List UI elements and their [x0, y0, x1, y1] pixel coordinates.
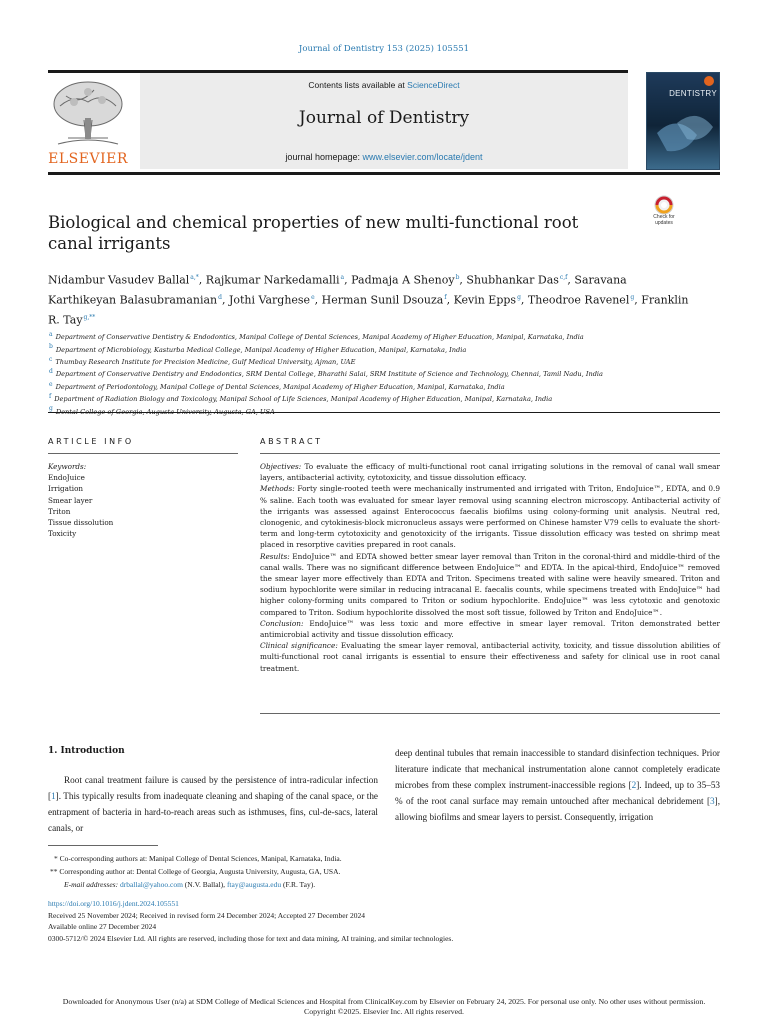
introduction-right-column	[395, 745, 720, 825]
journal-title: Journal of Dentistry	[298, 108, 470, 128]
homepage-prefix: journal homepage:	[285, 152, 363, 162]
author-name[interactable]: Shubhankar Das	[466, 273, 559, 287]
body-text: ]. Indeed, up to 35–53 % of the root canal surface may remain untouched after mechanical debridement [	[395, 780, 721, 806]
article-info-heading: ARTICLE INFO	[48, 437, 134, 446]
affiliation-text: Department of Conservative Dentistry and Endodontics, SRM Dental College, Bharathi Salai, SRM Institute of Science and Technology, Chennai, Tamil Nadu, India	[55, 370, 603, 379]
author-separator: ,	[344, 273, 352, 287]
citation-link[interactable]: 2	[631, 780, 637, 790]
body-text: Root canal treatment failure is caused by the persistence of intra-radicular infection [	[48, 775, 378, 801]
contents-line	[140, 80, 628, 90]
affiliation-marker: f	[49, 392, 52, 400]
affiliation-item	[48, 392, 688, 404]
email-label: E-mail addresses:	[64, 880, 119, 889]
abstract-section-label: Conclusion:	[260, 618, 304, 628]
author-name[interactable]: Saravana Karthikeyan Balasubramanian	[48, 273, 627, 307]
affiliation-rule	[48, 412, 720, 413]
email-link-ballal[interactable]: drballal@yahoo.com	[119, 880, 183, 889]
abstract-section-label: Clinical significance:	[260, 641, 338, 651]
affiliation-item	[48, 342, 688, 354]
abstract-body	[260, 461, 720, 674]
keyword-item[interactable]: EndoJuice	[48, 473, 85, 483]
publisher-name[interactable]: ELSEVIER	[48, 151, 128, 167]
author-name[interactable]: Franklin R. Tay	[48, 293, 689, 327]
affiliation-text: Department of Conservative Dentistry & Endodontics, Manipal College of Dental Sciences, Manipal Academy of Higher Education, Manipal, Karnataka, India	[55, 333, 584, 342]
email-line	[48, 878, 688, 891]
affiliation-marker: c	[49, 355, 53, 363]
keywords-block	[48, 461, 238, 539]
email-owner-tay: (F.R. Tay).	[281, 880, 316, 889]
journal-cover-image[interactable]	[646, 72, 720, 170]
abstract-rule	[260, 453, 720, 454]
publication-details	[48, 898, 720, 944]
affiliation-item	[48, 355, 688, 367]
author-separator: ,	[314, 293, 322, 307]
body-text: ], allowing biofilms and smear layers to persist. Consequently, irrigation	[395, 796, 720, 822]
check-for-updates-label[interactable]: Check for updates	[653, 214, 675, 226]
corresponding-note-1: * Co-corresponding authors at: Manipal College of Dental Sciences, Manipal, Karnataka, India.	[54, 854, 342, 863]
received-dates: Received 25 November 2024; Received in revised form 24 December 2024; Accepted 27 December 2024	[48, 910, 365, 920]
affiliation-marker: d	[49, 368, 53, 376]
abstract-section-text: Evaluating the smear layer removal, antibacterial activity, toxicity, and tissue dissolution abilities of multi-functional root canal irrigants is essential to ensure their effectiveness and safety for clinical use in root canal treatment.	[260, 641, 720, 673]
abstract-section-label: Objectives:	[260, 462, 302, 471]
keyword-item[interactable]: Tissue dissolution	[48, 518, 114, 528]
affiliation-item	[48, 404, 688, 416]
author-name[interactable]: Rajkumar Narkedamalli	[205, 273, 340, 287]
abstract-section-label: Methods:	[260, 484, 295, 494]
affiliation-text: Department of Microbiology, Kasturba Medical College, Manipal Academy of Higher Education, Manipal, Karnataka, India	[55, 345, 467, 354]
available-online: Available online 27 December 2024	[48, 922, 157, 931]
abstract-section	[260, 483, 720, 550]
affiliation-text: Department of Radiation Biology and Toxicology, Manipal School of Life Sciences, Manipal Academy of Higher Education, Manipal, Karnataka, India	[54, 395, 553, 404]
author-affiliation-marker[interactable]: f	[444, 294, 447, 302]
email-owner-ballal: (N.V. Ballal),	[182, 880, 227, 889]
abstract-section	[260, 461, 720, 483]
footnotes	[48, 852, 688, 891]
abstract-heading: ABSTRACT	[260, 437, 323, 446]
author-affiliation-marker[interactable]: a	[340, 274, 345, 281]
affiliation-marker: e	[49, 380, 53, 388]
keyword-item[interactable]: Toxicity	[48, 529, 77, 539]
copyright-line: 0300-5712/© 2024 Elsevier Ltd. All rights are reserved, including those for text and data mining, AI training, and similar technologies.	[48, 933, 454, 943]
author-name[interactable]: Padmaja A Shenoy	[351, 273, 455, 287]
keyword-list	[48, 472, 238, 539]
author-affiliation-marker[interactable]: c,f	[559, 274, 568, 281]
author-separator: ,	[198, 273, 206, 287]
cover-art-icon	[647, 73, 720, 170]
affiliation-marker: b	[49, 343, 53, 351]
author-name[interactable]: Theodroe Ravenel	[527, 293, 630, 307]
author-name[interactable]: Herman Sunil Dsouza	[321, 293, 444, 307]
journal-reference[interactable]: Journal of Dentistry 153 (2025) 105551	[298, 44, 470, 54]
author-separator: ,	[634, 293, 642, 307]
article-info-rule	[48, 453, 238, 454]
keyword-item[interactable]: Triton	[48, 506, 71, 516]
affiliation-item	[48, 330, 688, 342]
affiliation-item	[48, 380, 688, 392]
affiliation-marker: a	[49, 331, 53, 338]
citation-link[interactable]: 1	[51, 791, 56, 801]
author-name[interactable]: Kevin Epps	[453, 293, 517, 307]
author-name[interactable]: Nidambur Vasudev Ballal	[48, 273, 190, 287]
affiliation-list	[48, 330, 688, 417]
body-text: deep dentinal tubules that remain inaccessible to standard disinfection techniques. Prior literature indicate that mechanical instrumentation alone cannot completely eradicate microbes from these complex instrument-inaccessible regions [	[395, 748, 720, 790]
sciencedirect-link[interactable]: ScienceDirect	[407, 80, 460, 90]
keyword-item[interactable]: Irrigation	[48, 484, 84, 494]
abstract-section-text: EndoJuice™ was less toxic and more effective in smear layer removal. Triton demonstrated better antimicrobial activity and tissue dissolution efficacy.	[260, 618, 720, 640]
abstract-section-label: Results:	[260, 551, 290, 561]
abstract-section-text: To evaluate the efficacy of multi-functional root canal irrigating solutions in the removal of canal wall smear layers, antibacterial activity, cytotoxicity, and tissue dissolution efficacy.	[260, 462, 720, 483]
homepage-line	[140, 152, 628, 162]
footnote-rule	[48, 845, 158, 846]
body-text: ]. This typically results from inadequate cleaning and shaping of the canal space, or the entrapment of bacteria in hard-to-reach areas such as isthmuses, fins, cul-de-sacs, lateral canals, or	[48, 791, 378, 833]
introduction-left-column	[48, 772, 378, 836]
author-affiliation-marker[interactable]: g,**	[83, 314, 96, 322]
cover-title: DENTISTRY	[669, 89, 717, 98]
corresponding-note-2: ** Corresponding author at: Dental College of Georgia, Augusta University, Augusta, GA, USA.	[50, 867, 341, 876]
abstract-section	[260, 551, 720, 618]
download-notice: Downloaded for Anonymous User (n/a) at SDM College of Medical Sciences and Hospital from ClinicalKey.com by Elsevier on February 24, 2025. For personal use only. No other uses without permission. Copyright ©2025. Elsevier Inc. All rights reserved.	[62, 997, 706, 1016]
affiliation-text: Thumbay Research Institute for Precision Medicine, Gulf Medical University, Ajman, UAE	[55, 357, 356, 366]
author-affiliation-marker[interactable]: a,*	[190, 274, 199, 281]
section-heading-introduction: 1. Introduction	[48, 746, 125, 756]
author-affiliation-marker[interactable]: e	[311, 294, 315, 302]
abstract-section-text: Forty single-rooted teeth were mechanically instrumented and irrigated with Triton, EndoJuice™, EDTA, and 0.9 % saline. Each tooth was evaluated for smear layer removal using scanning electron microscopy. Antibacterial activity of the irrigants was assessed against Enterococcus faecalis biofilms using colony-forming unit analysis. Neutral red, clonogenic, and cytokinesis-block micronucleus assays were performed on Chinese hamster V79 cells to evaluate the short-term and long-term cytotoxicity and genotoxicity of the irrigants. Tissue dissolution efficacy was tested on shrimp meat placed in resorptive cavities prepared in root canals.	[260, 484, 720, 550]
citation-link[interactable]: 3	[710, 796, 715, 806]
author-separator: ,	[567, 273, 575, 287]
abstract-section	[260, 640, 720, 674]
contents-prefix: Contents lists available at	[308, 80, 408, 90]
affiliation-item	[48, 367, 688, 379]
doi-link[interactable]: https://doi.org/10.1016/j.jdent.2024.105551	[48, 899, 179, 908]
email-link-tay[interactable]: ftay@augusta.edu	[226, 880, 282, 889]
abstract-section	[260, 618, 720, 640]
author-separator: ,	[446, 293, 454, 307]
homepage-link[interactable]: www.elsevier.com/locate/jdent	[362, 152, 483, 162]
affiliation-marker: g	[49, 405, 53, 413]
author-affiliation-marker[interactable]: g	[630, 294, 635, 302]
affiliation-text: Department of Periodontology, Manipal College of Dental Sciences, Manipal Academy of Higher Education, Manipal, Karnataka, India	[55, 382, 505, 391]
author-affiliation-marker[interactable]: d	[218, 294, 222, 302]
author-affiliation-marker[interactable]: g	[517, 294, 521, 302]
keyword-item[interactable]: Smear layer	[48, 495, 93, 505]
keywords-label: Keywords:	[48, 462, 87, 471]
abstract-section-text: EndoJuice™ and EDTA showed better smear layer removal than Triton in the coronal-third and middle-third of the canal walls. There was no significant difference between EndoJuice™ and EDTA. In the apical-third, EndoJuice™ removed the smear layer more effectively than EDTA and Triton. Specimens treated with saline were heavily smeared. Triton and sodium hypochlorite were similar in reducing intracanal E. faecalis counts, while specimens treated with EndoJuice™ had higher colony-forming units compared to Triton or sodium hypochlorite. EndoJuice™ was less cytotoxic and genotoxic compared to Triton. Sodium hypochlorite dissolved the most soft tissue, followed by Triton and EndoJuice™.	[260, 551, 720, 617]
paper-title: Biological and chemical properties of new multi-functional root canal irrigants	[48, 213, 579, 253]
author-list	[48, 269, 698, 329]
author-separator: ,	[221, 293, 229, 307]
author-name[interactable]: Jothi Varghese	[228, 293, 311, 307]
author-affiliation-marker[interactable]: b	[455, 274, 460, 281]
abstract-bottom-rule	[260, 713, 720, 714]
author-separator: ,	[520, 293, 528, 307]
masthead-bottom-rule	[48, 172, 720, 175]
author-separator: ,	[459, 273, 467, 287]
